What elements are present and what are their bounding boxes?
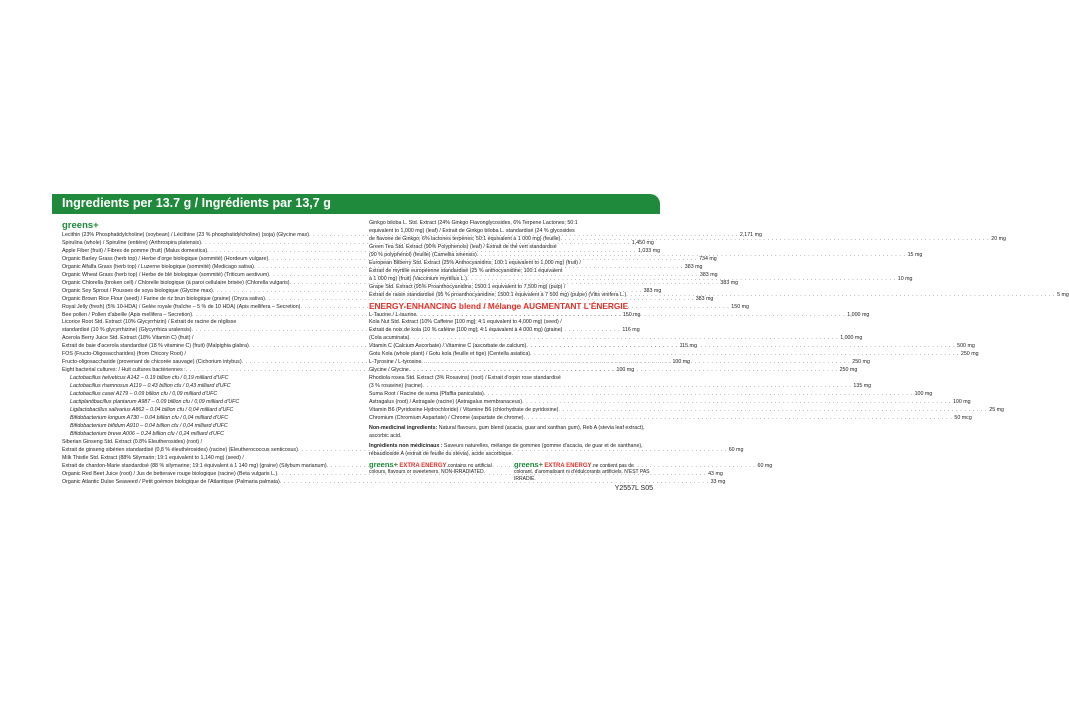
ingredient-name: Organic Brown Rice Flour (seed) / Farine de riz brun biologique (graine) (Oryza sativa) — [62, 295, 265, 302]
ingredient-name: Extrait de noix de kola (10 % caféine [100 mg]; 4:1 équivalent à 4 000 mg) (graine) — [369, 327, 563, 334]
ingredient-name: standardisé (10 % glycyrrhizine) (Glycyrrhiza uralensis) — [62, 327, 192, 334]
dot-leader — [467, 276, 896, 284]
ingredient-row — [62, 375, 358, 383]
ingredient-row — [62, 478, 726, 487]
ingredient-amount: 2,171 mg — [739, 232, 762, 238]
ingredient-name: Organic Atlantic Dulse Seaweed / Petit goémon biologique de l'Atlantique (Palmaria palmata) — [62, 478, 280, 485]
footer-fr-text: ne contient pas de colorant, d'aromatisant ni d'édulcorants artificiels. N'EST PAS IRRADIÉ. — [514, 462, 650, 482]
ingredient-name: Royal Jelly (fresh) (5% 10-HDA) / Gelée royale (fraîche – 5 % de 10 HDA) (Apis mellifera – Secretion) — [62, 303, 301, 310]
ingredient-name: Eight bacterial cultures: / Huit cultures bactériennes : — [62, 367, 186, 374]
energy-blend-heading: ENERGY-ENHANCING blend / Mélange AUGMENTANT L'ÉNERGIE — [369, 300, 629, 311]
ingredient-amount: 250 mg — [960, 351, 979, 358]
ingredient-row — [62, 319, 358, 327]
ingredient-name: Extrait de ginseng sibérien standardisé (0,8 % éleuthérosides) (racine) (Eleutherococcus senticosus) — [62, 446, 298, 453]
ingredient-name: de flavone de Ginkgo; 6% lactones terpènes; 50:1 équivalent à 1 000 mg) (feuille) — [369, 235, 561, 242]
ingredient-name: equivalent to 1,000 mg) (leaf) / Extrait de Ginkgo biloba L. standardisé (24 % glycosides — [369, 227, 575, 234]
dot-leader — [526, 343, 955, 351]
ingredient-name: Vitamin C (Calcium Ascorbate) / Vitamine C (ascorbate de calcium) — [369, 343, 527, 350]
ingredient-name: Astragalus (root) / Astragale (racine) (Astragalus membranaceus) — [369, 399, 523, 406]
ingredient-amount: 150 mg — [731, 303, 749, 310]
ingredient-row — [369, 268, 653, 276]
ingredient-amount: 383 mg — [699, 271, 718, 278]
ingredient-amount: 150 mg — [622, 311, 641, 318]
ingredient-row — [369, 319, 653, 327]
ingredients-header — [52, 194, 660, 214]
ingredient-name: (90 % polyphénol) (feuille) (Camellia sinensis) — [369, 251, 477, 258]
ingredient-amount: 383 mg — [643, 287, 662, 294]
ingredient-name: Organic Barley Grass (herb top) / Herbe d'orge biologique (sommité) (Hordeum vulgare) — [62, 255, 269, 262]
ingredient-name: Extrait de baie d'acerola standardisé (18 % vitamine C) (fruit) (Malpighia glabra) — [62, 343, 249, 350]
ingredient-name: Green Tea Std. Extract (90% Polyphenols) (leaf) / Extrait de thé vert standardisé — [369, 243, 557, 250]
ingredient-row — [62, 431, 358, 439]
ingredient-row — [369, 311, 870, 320]
ingredient-name: Lactobacillus rhamnosus A119 – 0.43 billion cfu / 0,43 milliard d'UFC — [70, 383, 231, 390]
ingredient-name: Organic Chlorella (broken cell) / Chlorelle biologique (à paroi cellulaire brisée) (Chlorella vulgaris) — [62, 279, 290, 286]
ingredient-name: Licorice Root Std. Extract (10% Glycyrrhizin) / Extrait de racine de réglisse — [62, 319, 237, 326]
footer-en-text: contains no artificial colours, flavours or sweeteners. NON-IRRADIATED. — [369, 462, 492, 476]
ingredient-name: Organic Wheat Grass (herb top) / Herbe de blé biologique (sommité) (Triticum aestivum) — [62, 271, 270, 278]
ingredient-amount: 734 mg — [699, 255, 717, 262]
ingredient-name: à 1 000 mg) (fruit) (Vaccinium myrtillus L.) — [369, 275, 467, 282]
ingredient-amount: 100 mg — [914, 391, 933, 398]
ingredient-name: Organic Red Beet Juice (root) / Jus de betterave rouge biologique (racine) (Beta vulgaris L.) — [62, 470, 278, 477]
ingredient-row — [62, 455, 358, 463]
ingredient-amount: 10 mg — [897, 275, 913, 282]
ingredient-amount: 43 mg — [708, 470, 723, 477]
non-medicinal-en-text: Natural flavours, gum blend (acacia, guar and xanthan gum), Reb A (stevia leaf extract), ascorbic acid. — [369, 424, 645, 439]
ingredient-name: L-Tyrosine / L-tyrosine — [369, 359, 422, 366]
dot-leader — [416, 312, 845, 320]
ingredient-name: Bee pollen / Pollen d'abeille (Apis mellifera – Secretion) — [62, 311, 192, 318]
ingredient-row — [62, 470, 723, 479]
ingredient-name: Siberian Ginseng Std. Extract (0.8% Eleutherosides) (root) / — [62, 438, 203, 445]
ingredient-row — [369, 399, 971, 407]
non-medicinal-fr-label: Ingrédients non médicinaux : — [369, 442, 443, 449]
dot-leader — [409, 335, 838, 343]
dot-leader — [423, 383, 852, 391]
ingredient-name: Spirulina (whole) / Spiruline (entière) (Arthrospira platensis) — [62, 239, 201, 246]
ingredient-name: Chromium (Chromium Aspartate) / Chrome (aspartate de chrome) — [369, 414, 524, 421]
ingredient-row — [62, 407, 358, 415]
ingredient-name: Rhodiola rosea Std. Extract (3% Rosavins) (root) / Extrait d'orpin rose standardisé — [369, 375, 561, 382]
ingredient-amount: 25 mg — [989, 406, 1004, 413]
ingredient-name: Extrait de chardon-Marie standardisé (88 % silymarine; 19:1 équivalent à 1 140 mg) (graine) (Silybum marianum) — [62, 462, 327, 469]
ingredient-name: Lactobacillus helveticus A142 – 0.19 billion cfu / 0,19 milliard d'UFC — [70, 375, 229, 382]
ingredient-row — [62, 391, 358, 399]
footer-fr-brand: greens+ — [514, 459, 543, 469]
brand-label: greens+ — [62, 220, 99, 231]
footer-en-energy: EXTRA ENERGY — [399, 462, 447, 469]
dot-leader — [524, 415, 953, 423]
ingredient-amount: 60 mg — [728, 446, 744, 453]
non-medicinal-fr-text: Saveurs naturelles, mélange de gommes (gomme d'acacia, de guar et de xanthane), rébaudioside A (extrait de feuille du stévia), acide ascorbique. — [369, 442, 643, 457]
dot-leader — [409, 367, 838, 375]
ingredient-amount: 100 mg — [672, 359, 691, 366]
ingredient-amount: 116 mg — [622, 327, 640, 334]
ingredient-amount: 100 mg — [616, 367, 635, 374]
ingredient-row — [369, 383, 872, 391]
footer-fr-energy: EXTRA ENERGY — [544, 462, 592, 469]
ingredient-name: Bifidobacterium bifidum A910 – 0.04 billion cfu / 0,04 milliard d'UFC — [70, 422, 228, 429]
ingredient-row — [62, 423, 358, 431]
footer-statements — [369, 459, 653, 483]
non-medicinal-en — [369, 425, 653, 441]
ingredient-amount: 50 mcg — [954, 414, 972, 421]
ingredient-name: Ligilactobacillus salivarius A862 – 0.04 billion cfu / 0,04 milliard d'UFC — [70, 406, 234, 413]
ingredient-row — [62, 399, 358, 407]
ingredient-name: Extrait de myrtille européenne standardisé (25 % anthocyanidine; 100:1 équivalent — [369, 267, 563, 274]
ingredient-name: Gotu Kola (whole plant) / Gotu kola (feuille et tige) (Centella asiatica) — [369, 351, 531, 358]
ingredient-row — [369, 375, 653, 383]
ingredient-amount: 500 mg — [957, 343, 975, 350]
ingredient-row — [369, 327, 653, 335]
dot-leader — [477, 252, 906, 260]
ingredient-name: (3 % rosavine) (racine) — [369, 383, 423, 390]
ingredient-name: FOS (Fructo-Oligosaccharides) (from Chicory Root) / — [62, 351, 186, 358]
ingredient-amount: 60 mg — [757, 462, 773, 469]
ingredient-amount: 1,000 mg — [847, 311, 870, 318]
ingredient-name: Lecithin (23% Phosphatidylcholine) (soybean) / Lécithine (23 % phosphatidylcholine) (soja) (Glycine max) — [62, 232, 310, 238]
ingredient-amount: 383 mg — [684, 263, 703, 270]
ingredient-amount: 1,033 mg — [637, 247, 661, 254]
ingredient-name: Apple Fiber (fruit) / Fibres de pomme (fruit) (Malus domestica) — [62, 247, 208, 254]
ingredient-amount: 1,450 mg — [631, 239, 654, 246]
dot-leader — [558, 407, 987, 415]
ingredient-row — [369, 406, 1004, 415]
dot-leader — [626, 292, 1055, 300]
ingredient-name: Grape Std. Extract (95% Proanthocyanidins; 1500:1 equivalent to 7,500 mg) (pulp) / — [369, 283, 566, 290]
ingredient-name: Organic Soy Sprout / Pousses de soya biologique (Glycine max) — [62, 287, 213, 294]
ingredient-row — [62, 351, 358, 359]
ingredient-row — [369, 367, 858, 375]
ingredient-name: Acerola Berry Juice Std. Extract (18% Vitamin C) (fruit) / — [62, 335, 194, 342]
ingredient-amount: 250 mg — [852, 359, 870, 366]
footer-fr — [514, 459, 653, 483]
ingredient-name: Suma Root / Racine de suma (Pfaffia paniculata) — [369, 391, 484, 398]
ingredient-row — [369, 244, 653, 252]
ingredient-amount: 250 mg — [839, 367, 858, 374]
ingredient-amount: 33 mg — [710, 478, 726, 485]
footer-en-brand: greens+ — [369, 459, 398, 469]
ingredient-amount: 1,000 mg — [840, 335, 863, 342]
ingredient-amount: 15 mg — [907, 251, 923, 258]
non-medicinal-en-label: Non-medicinal ingredients: — [369, 424, 438, 431]
footer-en — [369, 459, 514, 483]
ingredient-row — [369, 260, 653, 268]
ingredient-name: Milk Thistle Std. Extract (88% Silymarin; 19:1 equivalent to 1,140 mg) (seed) / — [62, 454, 244, 461]
ingredient-name: (Cola acuminata) — [369, 335, 410, 342]
ingredient-name: Fructo-oligosaccharide (provenant de chicorée sauvage) (Cichorium intybus) — [62, 359, 242, 366]
product-code: Y2557L S05 — [614, 485, 653, 493]
dot-leader — [530, 351, 959, 359]
ingredient-row — [369, 335, 863, 343]
ingredient-row — [369, 220, 653, 228]
header-title: Ingredients per 13.7 g / Ingrédients par 13,7 g — [62, 196, 331, 210]
ingredient-name: Lactiplantibacillus plantarum A987 – 0.09 billion cfu / 0,09 milliard d'UFC — [70, 399, 240, 406]
ingredient-amount: 5 mg — [1057, 291, 1069, 298]
ingredient-amount: 135 mg — [853, 383, 872, 390]
ingredient-name: Glycine / Glycine — [369, 367, 409, 374]
ingredient-name: L-Taurine / L-taurine — [369, 311, 417, 318]
dot-leader — [560, 236, 989, 244]
ingredient-name: Vitamin B6 (Pyridoxine Hydrochloride) / Vitamine B6 (chlorhydrate de pyridoxine) — [369, 406, 559, 413]
dot-leader — [522, 399, 951, 407]
ingredient-amount: 383 mg — [720, 279, 739, 286]
ingredient-row — [369, 414, 972, 423]
ingredient-name: Organic Alfalfa Grass (herb top) / Luzerne biologique (sommité) (Medicago sativa) — [62, 263, 254, 270]
ingredient-name: Ginkgo biloba L. Std. Extract (24% Ginkgo Flavonglycosides, 6% Terpene Lactones; 50:1 — [369, 220, 578, 226]
ingredient-amount: 383 mg — [695, 295, 714, 302]
dot-leader — [421, 359, 850, 367]
dot-leader — [484, 391, 913, 399]
ingredient-amount: 20 mg — [991, 235, 1006, 242]
ingredient-name: Bifidobacterium breve A006 – 0.24 billion cfu / 0,24 milliard d'UFC — [70, 430, 224, 437]
ingredient-amount: 100 mg — [952, 399, 971, 406]
ingredient-name: Kola Nut Std. Extract (10% Caffeine [100 mg]; 4:1 equivalent to 4,000 mg) (seed) / — [369, 319, 562, 326]
ingredient-row — [369, 228, 653, 236]
ingredient-row — [369, 351, 979, 359]
ingredient-name: European Bilberry Std. Extract (25% Anthocyanidins; 100:1 equivalent to 1,000 mg) (fruit) / — [369, 259, 581, 266]
ingredient-row — [62, 383, 358, 391]
ingredient-row — [62, 295, 714, 304]
ingredient-name: Lactobacillus casei A179 – 0.09 billion cfu / 0,09 milliard d'UFC — [70, 391, 218, 398]
ingredient-amount: 115 mg — [679, 343, 697, 350]
ingredient-row — [62, 335, 358, 343]
non-medicinal-fr — [369, 443, 653, 459]
ingredient-row — [369, 284, 653, 292]
ingredient-row — [62, 439, 358, 447]
ingredient-name: Bifidobacterium longum A730 – 0.04 billion cfu / 0,04 milliard d'UFC — [70, 414, 229, 421]
ingredient-name: Extrait de raisin standardisé (95 % proanthocyanidine; 1500:1 équivalent à 7 500 mg) (pulpe) (Vitis vinifera L.) — [369, 291, 627, 298]
ingredient-row — [369, 391, 933, 399]
ingredient-row — [62, 415, 358, 423]
